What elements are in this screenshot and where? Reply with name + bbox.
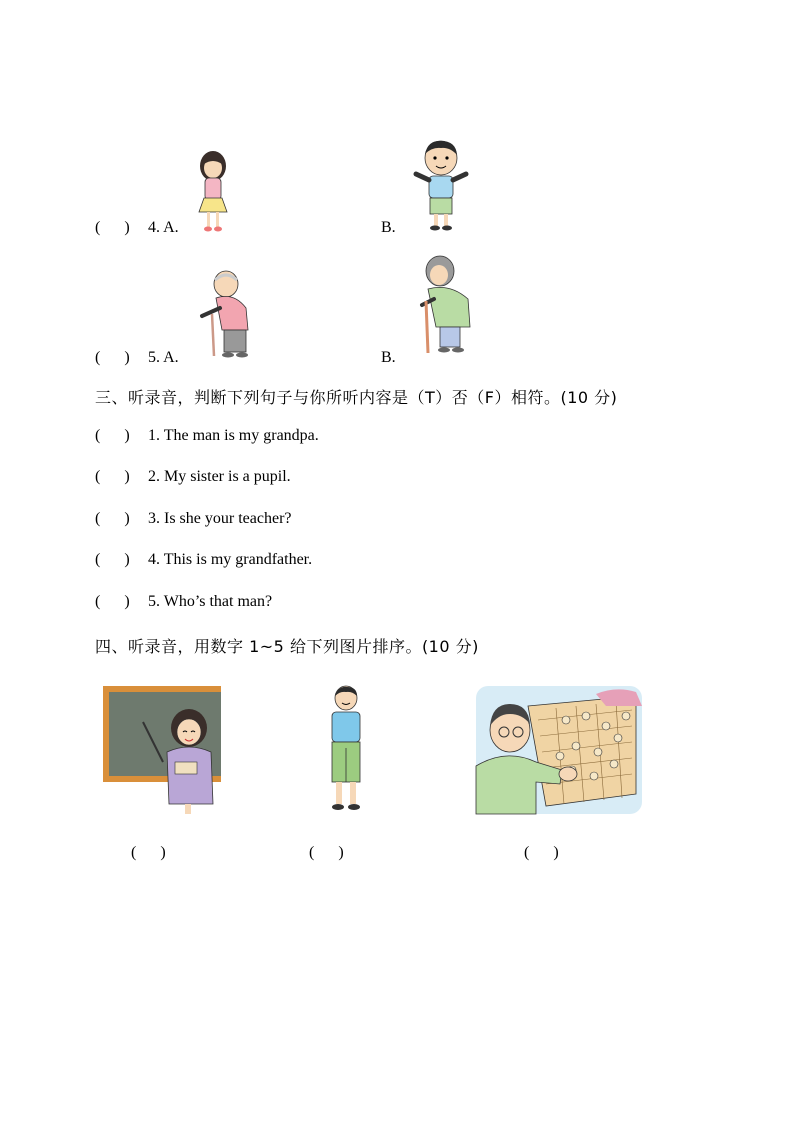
- grandma-illustration: [412, 253, 474, 355]
- sentence-item: 5. Who’s that man?: [148, 593, 273, 610]
- option-a-label: 5. A.: [148, 349, 179, 366]
- answer-paren[interactable]: ( ): [524, 844, 559, 861]
- answer-paren[interactable]: ( ): [309, 844, 344, 861]
- option-b-label: B.: [381, 349, 396, 366]
- answer-paren[interactable]: ( ): [95, 349, 130, 366]
- section-3-heading: 三、听录音，判断下列句子与你所听内容是（T）否（F）相符。(10 分): [95, 388, 618, 407]
- sentence-item: 2. My sister is a pupil.: [148, 468, 291, 485]
- boy-standing-illustration: [326, 686, 366, 814]
- sentence-item: 4. This is my grandfather.: [148, 551, 313, 568]
- section-4-heading: 四、听录音，用数字 1~5 给下列图片排序。(10 分): [95, 637, 479, 656]
- boy-illustration: [410, 138, 472, 232]
- girl-illustration: [192, 148, 234, 234]
- answer-paren[interactable]: ( ): [95, 219, 130, 236]
- teacher-illustration: [103, 686, 221, 814]
- answer-paren[interactable]: ( ): [95, 593, 130, 610]
- answer-paren[interactable]: ( ): [95, 551, 130, 568]
- sentence-item: 3. Is she your teacher?: [148, 510, 292, 527]
- option-a-label: 4. A.: [148, 219, 179, 236]
- answer-paren[interactable]: ( ): [131, 844, 166, 861]
- grandpa-illustration: [194, 268, 258, 362]
- answer-paren[interactable]: ( ): [95, 427, 130, 444]
- answer-paren[interactable]: ( ): [95, 468, 130, 485]
- answer-paren[interactable]: ( ): [95, 510, 130, 527]
- option-b-label: B.: [381, 219, 396, 236]
- grandpa-chess-illustration: [476, 686, 642, 814]
- sentence-item: 1. The man is my grandpa.: [148, 427, 319, 444]
